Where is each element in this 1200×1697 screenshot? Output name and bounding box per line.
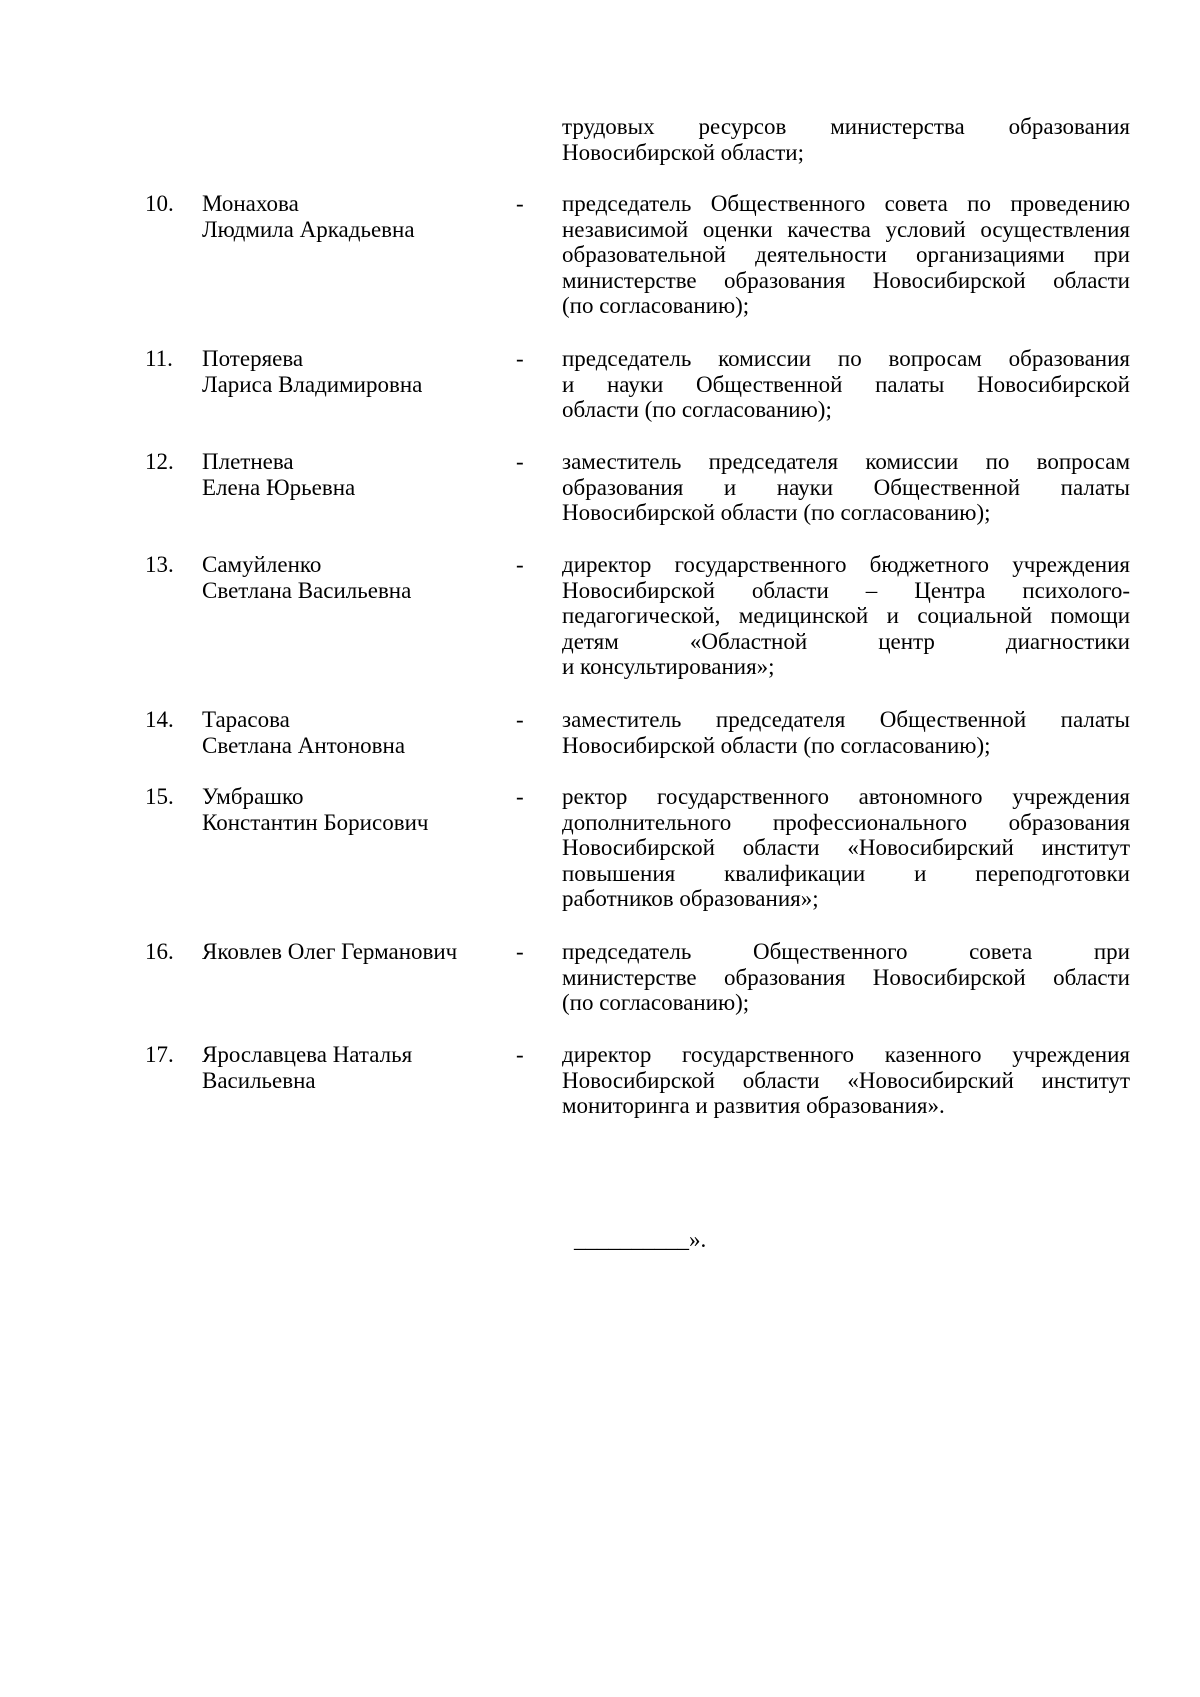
- description-line: и науки Общественной палаты Новосибирской: [562, 371, 1130, 397]
- description-line: министерстве образования Новосибирской области: [562, 964, 1130, 990]
- member-name: Монахова Людмила Аркадьевна: [202, 191, 415, 242]
- member-name: Яковлев Олег Германович: [202, 939, 458, 964]
- description-line: директор государственного казенного учреждения: [562, 1042, 1130, 1067]
- member-number: 15.: [145, 784, 174, 809]
- member-dash: -: [516, 1042, 524, 1067]
- description-line: Новосибирской области «Новосибирский институт: [562, 835, 1130, 860]
- member-description: [562, 784, 1130, 912]
- member-number: 17.: [145, 1042, 174, 1067]
- description-line: образовательной деятельности организациями при: [562, 242, 1130, 267]
- member-description: [562, 1042, 1130, 1119]
- description-line: Новосибирской области (по согласованию);: [562, 500, 991, 525]
- description-line: Новосибирской области;: [562, 139, 804, 165]
- description-line: заместитель председателя Общественной палаты: [562, 707, 1130, 732]
- member-number: 12.: [145, 449, 174, 474]
- description-line: председатель Общественного совета при: [562, 939, 1130, 964]
- description-line: директор государственного бюджетного учреждения: [562, 552, 1130, 577]
- description-line: мониторинга и развития образования».: [562, 1093, 945, 1118]
- member-dash: -: [516, 939, 524, 964]
- description-line: трудовых ресурсов министерства образования: [562, 114, 1130, 139]
- description-line: министерстве образования Новосибирской области: [562, 267, 1130, 293]
- member-description: [562, 552, 1130, 680]
- member-dash: -: [516, 784, 524, 809]
- continued-description: [562, 114, 1130, 165]
- closing-signature-line: __________».: [574, 1227, 707, 1252]
- description-line: ректор государственного автономного учреждения: [562, 784, 1130, 809]
- description-line: повышения квалификации и переподготовки: [562, 860, 1130, 886]
- description-line: и консультирования»;: [562, 654, 775, 679]
- description-line: Новосибирской области (по согласованию);: [562, 732, 991, 758]
- member-name: Плетнева Елена Юрьевна: [202, 449, 356, 500]
- member-number: 13.: [145, 552, 174, 577]
- description-line: дополнительного профессионального образования: [562, 809, 1130, 835]
- member-description: [562, 449, 1130, 526]
- member-number: 16.: [145, 939, 174, 964]
- member-dash: -: [516, 346, 524, 371]
- member-dash: -: [516, 707, 524, 732]
- description-line: детям «Областной центр диагностики: [562, 628, 1130, 654]
- description-line: председатель комиссии по вопросам образования: [562, 346, 1130, 371]
- description-line: (по согласованию);: [562, 990, 750, 1015]
- member-name: Умбрашко Константин Борисович: [202, 784, 429, 835]
- member-dash: -: [516, 449, 524, 474]
- member-description: [562, 707, 1130, 758]
- member-number: 14.: [145, 707, 174, 732]
- description-line: председатель Общественного совета по проведению: [562, 191, 1130, 216]
- description-line: заместитель председателя комиссии по вопросам: [562, 449, 1130, 474]
- member-description: [562, 939, 1130, 1016]
- description-line: работников образования»;: [562, 886, 819, 911]
- member-name: Тарасова Светлана Антоновна: [202, 707, 406, 758]
- member-name: Самуйленко Светлана Васильевна: [202, 552, 412, 603]
- description-line: (по согласованию);: [562, 293, 750, 318]
- member-number: 11.: [145, 346, 173, 371]
- description-line: Новосибирской области – Центра психолого-: [562, 577, 1130, 603]
- member-dash: -: [516, 191, 524, 216]
- description-line: образования и науки Общественной палаты: [562, 474, 1130, 500]
- description-line: Новосибирской области «Новосибирский институт: [562, 1067, 1130, 1093]
- member-dash: -: [516, 552, 524, 577]
- member-number: 10.: [145, 191, 174, 216]
- member-name: Ярославцева Наталья Васильевна: [202, 1042, 413, 1093]
- description-line: независимой оценки качества условий осуществления: [562, 216, 1130, 242]
- member-name: Потеряева Лариса Владимировна: [202, 346, 423, 397]
- member-description: [562, 346, 1130, 423]
- description-line: педагогической, медицинской и социальной помощи: [562, 603, 1130, 628]
- member-description: [562, 191, 1130, 319]
- description-line: области (по согласованию);: [562, 397, 832, 422]
